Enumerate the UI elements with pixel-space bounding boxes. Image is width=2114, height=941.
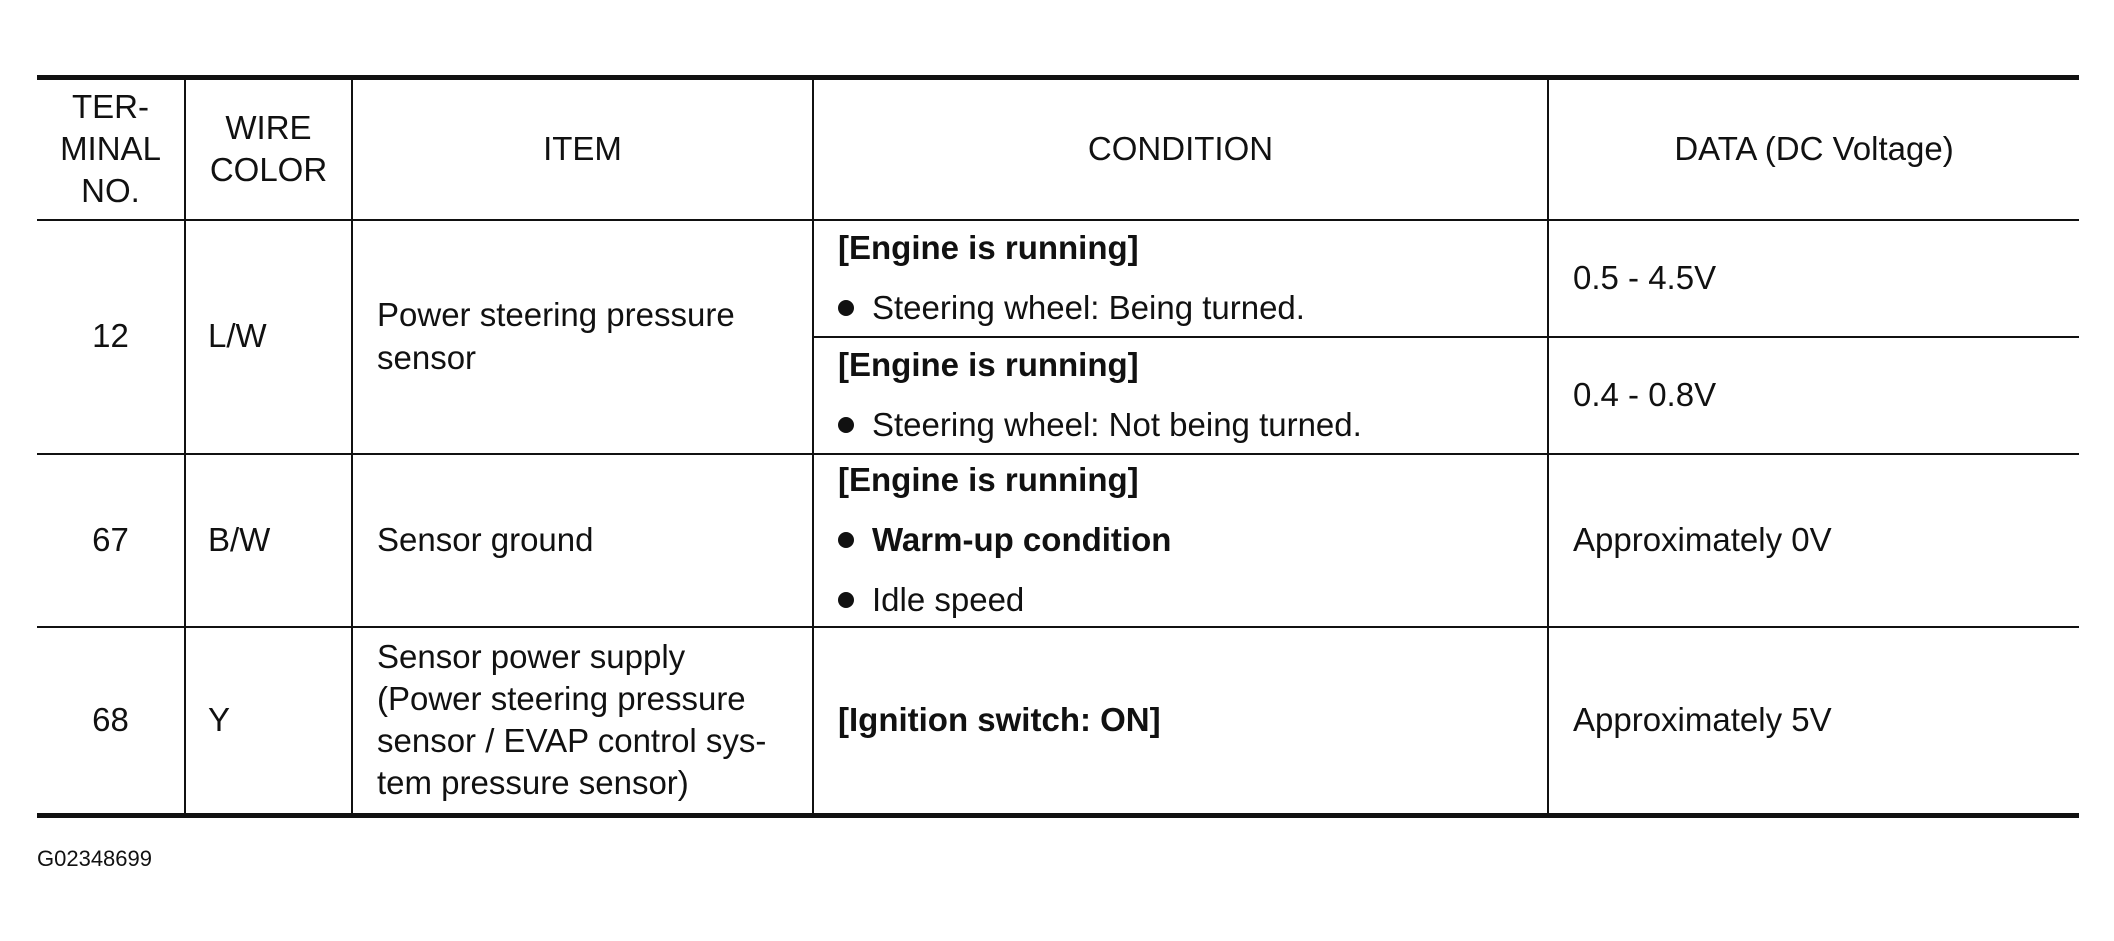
header-terminal-no: TER- MINAL NO. <box>37 78 185 220</box>
wire-color-cell: Y <box>185 627 352 816</box>
bullet-icon <box>838 417 854 433</box>
condition-bullet-item <box>838 579 1535 621</box>
terminal-cell: 67 <box>37 454 185 627</box>
condition-heading: [Ignition switch: ON] <box>838 701 1161 739</box>
condition-bullet-text: Steering wheel: Being turned. <box>872 289 1305 326</box>
item-cell: Sensor power supply (Power steering pressure sensor / EVAP control sys- tem pressure sensor) <box>352 627 813 816</box>
condition-heading: [Engine is running] <box>838 228 1139 266</box>
table-row <box>37 627 2079 816</box>
table-header-row <box>37 78 2079 220</box>
terminal-data-table <box>37 75 2079 818</box>
condition-cell <box>813 454 1548 627</box>
wire-color-cell: L/W <box>185 220 352 454</box>
condition-cell <box>813 220 1548 337</box>
header-wire-color: WIRE COLOR <box>185 78 352 220</box>
data-cell: 0.5 - 4.5V <box>1548 220 2079 337</box>
condition-bullet-text: Steering wheel: Not being turned. <box>872 406 1362 443</box>
condition-bullet-text: Warm-up condition <box>872 520 1172 558</box>
table-row <box>37 220 2079 337</box>
item-cell: Sensor ground <box>352 454 813 627</box>
condition-bullet-text: Idle speed <box>872 581 1025 619</box>
wire-color-cell: B/W <box>185 454 352 627</box>
data-cell: Approximately 0V <box>1548 454 2079 627</box>
bullet-icon <box>838 532 854 548</box>
header-condition: CONDITION <box>813 78 1548 220</box>
condition-bullet-item <box>838 519 1535 561</box>
header-data: DATA (DC Voltage) <box>1548 78 2079 220</box>
figure-id: G02348699 <box>37 846 152 871</box>
terminal-cell: 12 <box>37 220 185 454</box>
condition-heading: [Engine is running] <box>838 345 1139 383</box>
bullet-icon <box>838 300 854 316</box>
condition-heading: [Engine is running] <box>838 460 1139 498</box>
terminal-data-table-wrapper <box>37 75 2079 818</box>
condition-cell <box>813 337 1548 454</box>
table-row <box>37 454 2079 627</box>
header-item: ITEM <box>352 78 813 220</box>
data-cell: 0.4 - 0.8V <box>1548 337 2079 454</box>
condition-cell <box>813 627 1548 816</box>
item-cell: Power steering pressure sensor <box>352 220 813 454</box>
terminal-cell: 68 <box>37 627 185 816</box>
bullet-icon <box>838 592 854 608</box>
condition-bullet-item <box>838 404 1535 446</box>
condition-bullet-item <box>838 287 1535 329</box>
data-cell: Approximately 5V <box>1548 627 2079 816</box>
